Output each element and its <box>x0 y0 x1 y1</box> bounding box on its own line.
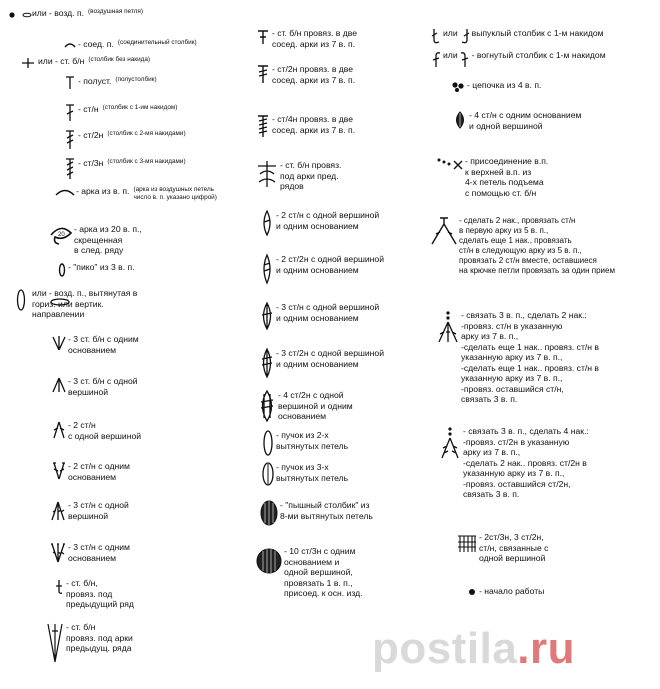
legend-item-front-post <box>429 28 604 46</box>
x-stitch-icon <box>429 216 459 246</box>
legend-text: выпуклый столбик с 1-м накидом <box>471 28 604 38</box>
legend-text: - соед. п. <box>78 39 114 49</box>
legend-item-puff-2 <box>260 430 348 456</box>
legend-item-chain-4 <box>449 80 541 94</box>
legend-note: (арка из воздушных петель число в. п. указано цифрой) <box>133 186 217 201</box>
legend-item-cluster-3dc <box>258 302 379 330</box>
crossed-arch-icon <box>48 224 74 246</box>
legend-item-cluster-2dc <box>258 210 379 236</box>
watermark-part-2: .ru <box>517 624 576 673</box>
back-post-icon <box>429 50 443 68</box>
picot-icon <box>56 262 68 278</box>
fan-2tr-icon <box>437 426 463 460</box>
front-post-alt-icon <box>458 28 472 46</box>
legend-item-cluster-4tr <box>256 390 353 422</box>
watermark-part-1: postila <box>372 624 518 673</box>
legend-note: (столбик без накида) <box>88 56 151 63</box>
tr-two-arches-icon <box>254 64 272 84</box>
legend-text: - 3 ст. б/н с одним основанием <box>68 334 139 355</box>
legend-item-fan-3dc <box>435 310 599 405</box>
dtr-two-arches-icon <box>254 114 272 138</box>
legend-item-dc <box>62 104 177 122</box>
treble-crochet-icon <box>62 130 78 150</box>
legend-item-bobble-4 <box>451 110 581 131</box>
plus-icon <box>18 56 38 70</box>
legend-item-dtr <box>62 158 186 180</box>
legend-text: - 2 ст/н с одной вершиной <box>68 420 142 441</box>
legend-text: - "пико" из 3 в. п. <box>68 262 135 272</box>
legend-item-comb <box>455 532 548 564</box>
puff-2-icon <box>260 430 276 456</box>
legend-text: - связать 3 в. п., сделать 4 нак.: -провяз. ст/2н в указанную арку из 7 в. п., -сделать 2 нак.. провяз. ст/2н в указанную арку из 7 в. п., -провяз. оставшийся ст/2н, связать 3 в. п. <box>463 426 589 499</box>
legend-text: - 2 ст/н с одной вершиной и одним основанием <box>276 210 380 231</box>
three-dc-one-base-icon <box>48 542 68 564</box>
legend-item-crossed-arch <box>48 224 142 256</box>
two-dc-one-base-icon <box>50 461 68 481</box>
legend-item-slip-stitch <box>62 39 197 51</box>
watermark-logo <box>372 624 575 674</box>
chain-4-icon <box>449 80 467 94</box>
three-dc-one-top-icon <box>48 500 68 522</box>
arch-icon <box>54 186 76 198</box>
legend-note: (воздушная петля) <box>88 8 143 15</box>
legend-text: - ст. б/н, провяз. под предыдущий ряд <box>66 578 134 609</box>
legend-text: - "пышный столбик" из 8-ми вытянутых петель <box>280 500 373 521</box>
start-dot-icon <box>465 586 479 598</box>
three-sc-one-top-icon <box>50 376 68 394</box>
puff-3-icon <box>260 462 276 486</box>
double-crochet-icon <box>62 104 78 122</box>
legend-text: - 3 ст/н с одним основанием <box>68 542 130 563</box>
legend-text: - 3 ст/2н с одной вершиной и одним основанием <box>276 348 385 369</box>
legend-note: (полустолбик) <box>115 76 157 83</box>
legend-text: - арка из 20 в. п., скрещенная в след. ряду <box>74 224 142 255</box>
legend-item-3sc-one-base <box>50 334 139 355</box>
legend-item-sc-under-rows <box>254 160 341 192</box>
legend-item-join <box>435 156 548 198</box>
legend-item-popcorn-10 <box>254 546 363 599</box>
double-treble-crochet-icon <box>62 158 78 180</box>
legend-or-label: или <box>443 28 458 38</box>
legend-item-sc-under-arch <box>44 622 133 664</box>
sc-below-icon <box>52 578 66 596</box>
vertical-loop-icon <box>12 288 30 312</box>
legend-item-single-crochet <box>18 56 150 70</box>
legend-note: (столбик с 1-им накидом) <box>102 104 178 111</box>
legend-note: (соединительный столбик) <box>117 39 197 46</box>
legend-text: - 4 ст/2н с одной вершиной и одним основанием <box>278 390 353 421</box>
legend-text: - связать 3 в. п., сделать 2 нак.: -провяз. ст/н в указанную арку из 7 в. п., -сделать еще 1 нак.. провяз. ст/н в указанную арку из 7 в. п., -сделать еще 1 нак.. провяз. ст/н в указанную арку из 7 в. п., -провяз. оставшийся ст/н, связать 3 в. п. <box>461 310 599 404</box>
legend-item-puff-8 <box>258 500 373 526</box>
legend-item-chain <box>8 8 143 22</box>
legend-text: - 2 ст/н с одним основанием <box>68 461 130 482</box>
legend-item-2dc-one-top <box>50 420 141 441</box>
cluster-3dc-icon <box>258 302 276 330</box>
fan-3dc-icon <box>435 310 461 344</box>
legend-text: - ст/3н <box>78 158 104 168</box>
legend-item-cluster-2tr <box>258 254 384 284</box>
cluster-2tr-icon <box>258 254 276 284</box>
legend-item-elongated-loop <box>12 288 137 320</box>
legend-text: - ст/2н <box>78 130 104 140</box>
legend-text: - ст. б/н провяз. под арки предыдущ. ряда <box>66 622 133 653</box>
legend-note: (столбик с 2-мя накидами) <box>107 130 186 137</box>
puff-8-icon <box>258 500 280 526</box>
arch-count-label: 20 <box>58 232 65 238</box>
legend-text: - вогнутый столбик с 1-м накидом <box>471 50 606 60</box>
legend-text: - 3 ст/н с одной вершиной и одним основанием <box>276 302 380 323</box>
legend-item-half-dc <box>62 76 157 90</box>
legend-item-start <box>465 586 544 598</box>
legend-text: или - ст. б/н <box>38 56 85 66</box>
comb-icon <box>455 532 479 554</box>
legend-item-2dc-one-base <box>50 461 130 482</box>
legend-item-3sc-one-top <box>50 376 138 397</box>
legend-item-3dc-one-top <box>48 500 129 522</box>
legend-text: - 3 ст/н с одной вершиной <box>68 500 129 521</box>
legend-text: - 10 ст/3н с одним основанием и одной вершиной, провязать 1 в. п., присоед. к осн. изд. <box>284 546 363 598</box>
legend-item-3dc-one-base <box>48 542 130 564</box>
legend-text: - 2 ст/2н с одной вершиной и одним основанием <box>276 254 385 275</box>
legend-text: - 4 ст/н с одним основанием и одной вершиной <box>469 110 582 131</box>
legend-item-fan-2tr <box>437 426 589 500</box>
legend-text: - ст/н <box>78 104 99 114</box>
legend-item-tr-two-arches <box>254 64 355 85</box>
join-icon <box>435 156 465 172</box>
legend-text: - сделать 2 нак., провязать ст/н в первую арку из 5 в. п., сделать еще 1 нак., провязать ст/н в следующую арку из 5 в. п., провязать 2 ст/н вместе, оставшиеся на крючке петли провязать за один прием <box>459 216 615 275</box>
legend-text: - ст. б/н провяз. под арки пред. рядов <box>280 160 342 191</box>
legend-text: - арка из в. п. <box>76 186 130 196</box>
legend-or-label: или <box>443 50 458 60</box>
back-post-alt-icon <box>458 50 472 68</box>
legend-item-picot <box>56 262 135 278</box>
legend-text: - цепочка из 4 в. п. <box>467 80 542 90</box>
legend-text: или - возд. п. <box>32 8 84 18</box>
legend-text: - пучок из 3-х вытянутых петель <box>276 462 349 483</box>
legend-text: - начало работы <box>479 586 545 596</box>
cluster-2dc-icon <box>258 210 276 236</box>
legend-item-tr <box>62 130 186 150</box>
legend-text: - полуст. <box>78 76 112 86</box>
legend-item-arch <box>54 186 217 201</box>
popcorn-10-icon <box>254 546 284 576</box>
legend-note: (столбик с 3-мя накидами) <box>107 158 186 165</box>
two-dc-one-top-icon <box>50 420 68 440</box>
slip-stitch-icon <box>62 39 78 51</box>
legend-text: - ст. б/н провяз. в две сосед. арки из 7 в. п. <box>272 28 358 49</box>
bobble-4-icon <box>451 110 469 130</box>
legend-item-sc-two-arches <box>254 28 357 49</box>
legend-text: - пучок из 2-х вытянутых петель <box>276 430 349 451</box>
legend-item-cluster-3tr <box>258 348 384 378</box>
front-post-icon <box>429 28 443 46</box>
horizontal-loop-icon <box>50 293 70 311</box>
legend-item-x-stitch <box>429 216 615 276</box>
sc-two-arches-icon <box>254 28 272 46</box>
legend-text: или - возд. п., вытянутая в гориз. или вертик. направлении <box>32 288 138 319</box>
half-double-crochet-icon <box>62 76 78 90</box>
sc-under-rows-icon <box>254 160 280 188</box>
cluster-3tr-icon <box>258 348 276 378</box>
legend-text: - 3 ст. б/н с одной вершиной <box>68 376 138 397</box>
legend-text: - присоединение в.п. к верхней в.п. из 4-х петель подъема с помощью ст. б/н <box>465 156 549 198</box>
three-sc-one-base-icon <box>50 334 68 352</box>
legend-text: - 2ст/3н, 3 ст/2н, ст/н, связанные с одной вершиной <box>479 532 549 563</box>
legend-text: - ст/2н провяз. в две сосед. арки из 7 в. п. <box>272 64 356 85</box>
legend-item-puff-3 <box>260 462 348 486</box>
chain-stitch-icon <box>8 8 32 22</box>
legend-text: - ст/4н провяз. в две сосед. арки из 7 в. п. <box>272 114 356 135</box>
sc-under-arch-icon <box>44 622 66 664</box>
cluster-4tr-icon <box>256 390 278 422</box>
legend-item-sc-below <box>52 578 134 610</box>
legend-item-back-post <box>429 50 606 68</box>
legend-item-dtr-two-arches <box>254 114 355 138</box>
